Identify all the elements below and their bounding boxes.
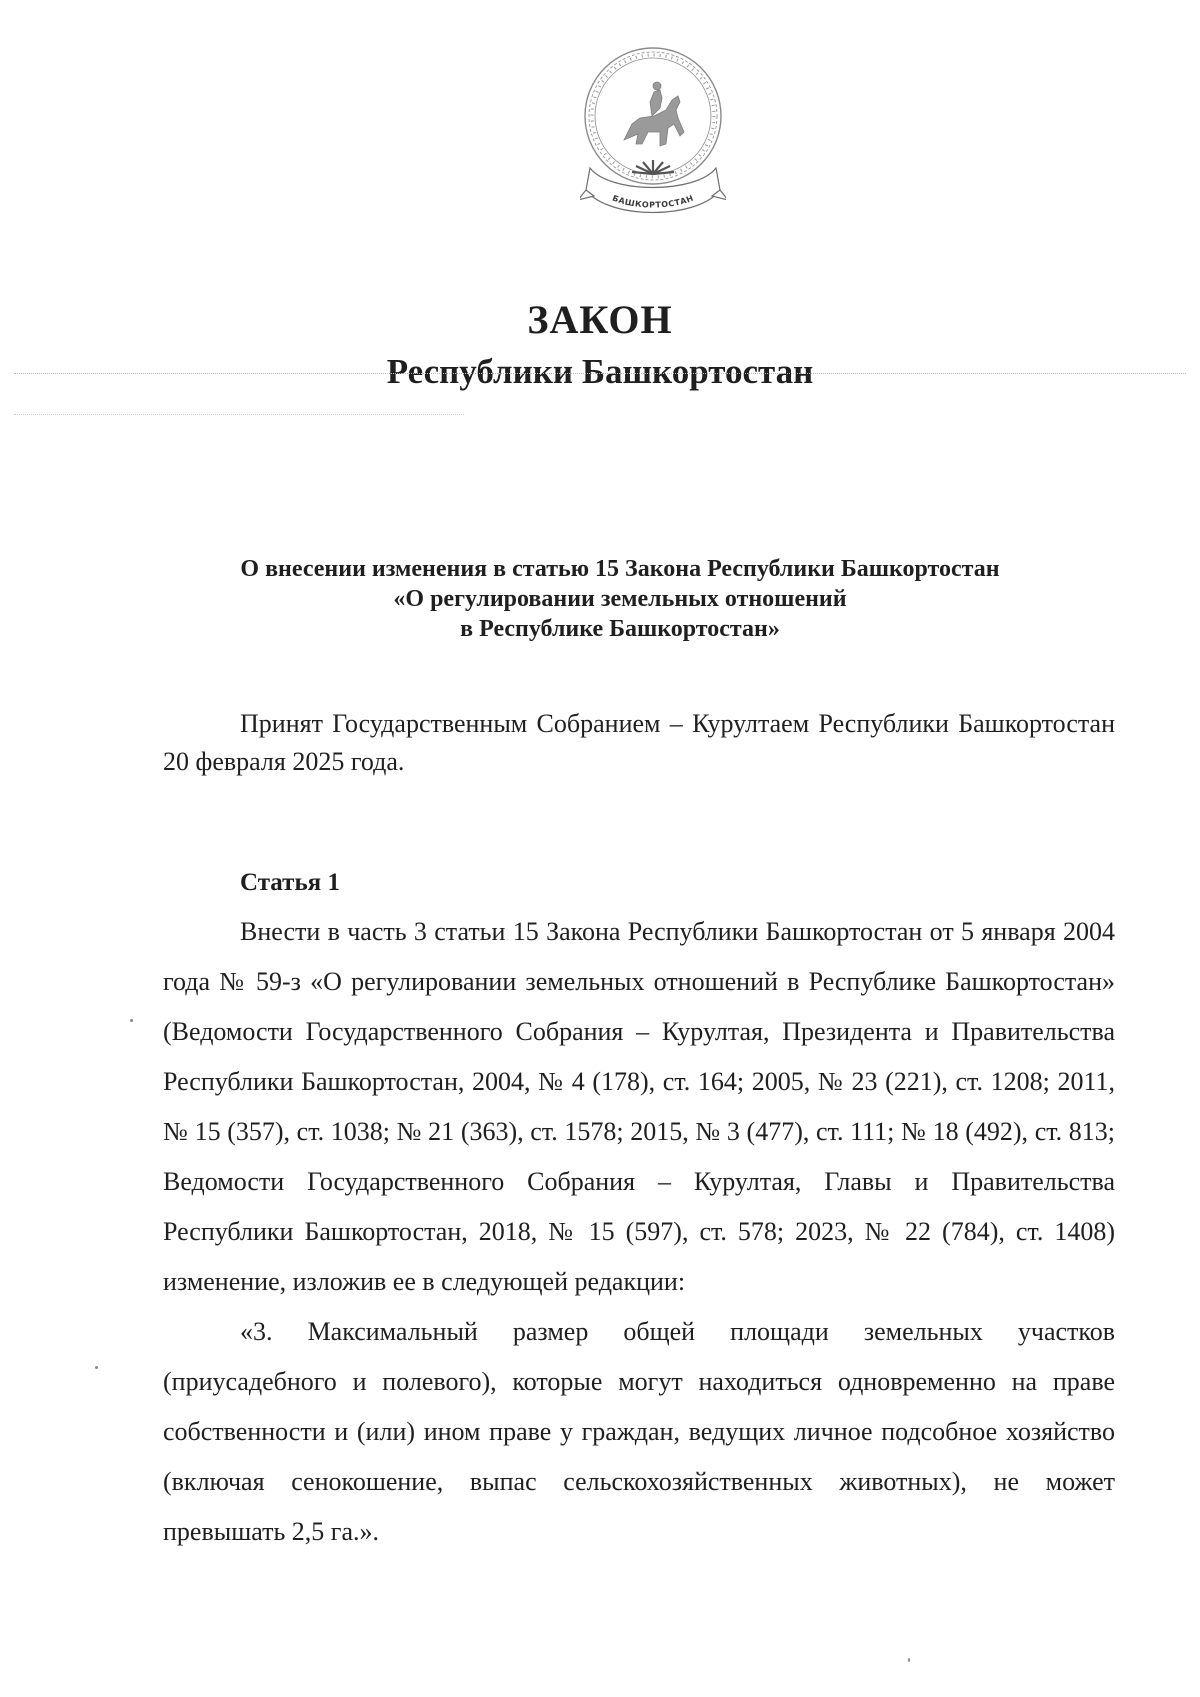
document-subtitle: Республики Башкортостан xyxy=(386,352,814,391)
law-heading-line: в Республике Башкортостан» xyxy=(460,616,780,642)
law-heading-line: «О регулировании земельных отношений xyxy=(393,586,847,612)
law-heading xyxy=(180,554,1060,644)
scan-speck xyxy=(130,1019,133,1022)
scan-speck xyxy=(95,1366,98,1369)
adoption-note: Принят Государственным Собранием – Курултаем Республики Башкортостан 20 февраля 2025 года. xyxy=(163,709,1115,776)
scan-speck xyxy=(908,1658,910,1662)
article-title: Статья 1 xyxy=(240,869,340,896)
scan-line-divider xyxy=(14,414,464,415)
article-body xyxy=(163,907,1115,1557)
article-paragraph: «3. Максимальный размер общей площади земельных участков (приусадебного и полевого), которые могут находиться одновременно на праве собственности и (или) ином праве у граждан, ведущих личное подсобное хозяйство (включая сенокошение, выпас сельскохозяйственных животных), не может превышать 2,5 га.». xyxy=(163,1317,1115,1546)
coat-of-arms-emblem xyxy=(580,44,726,230)
emblem-ribbon-label: БАШКОРТОСТАН xyxy=(611,193,695,210)
scan-line-divider xyxy=(14,373,1186,374)
law-heading-line: О внесении изменения в статью 15 Закона Республики Башкортостан xyxy=(240,556,1000,582)
article-paragraph: Внести в часть 3 статьи 15 Закона Республики Башкортостан от 5 января 2004 года № 59-з «О регулировании земельных отношений в Республике Башкортостан» (Ведомости Государственного Собрания – Курултая, Президента и Правительства Республики Башкортостан, 2004, № 4 (178), ст. 164; 2005, № 23 (221), ст. 1208; 2011, № 15 (357), ст. 1038; № 21 (363), ст. 1578; 2015, № 3 (477), ст. 111; № 18 (492), ст. 813; Ведомости Государственного Собрания – Курултая, Главы и Правительства Республики Башкортостан, 2018, № 15 (597), ст. 578; 2023, № 22 (784), ст. 1408) изменение, изложив ее в следующей редакции: xyxy=(163,917,1115,1296)
document-title: ЗАКОН xyxy=(527,297,673,342)
